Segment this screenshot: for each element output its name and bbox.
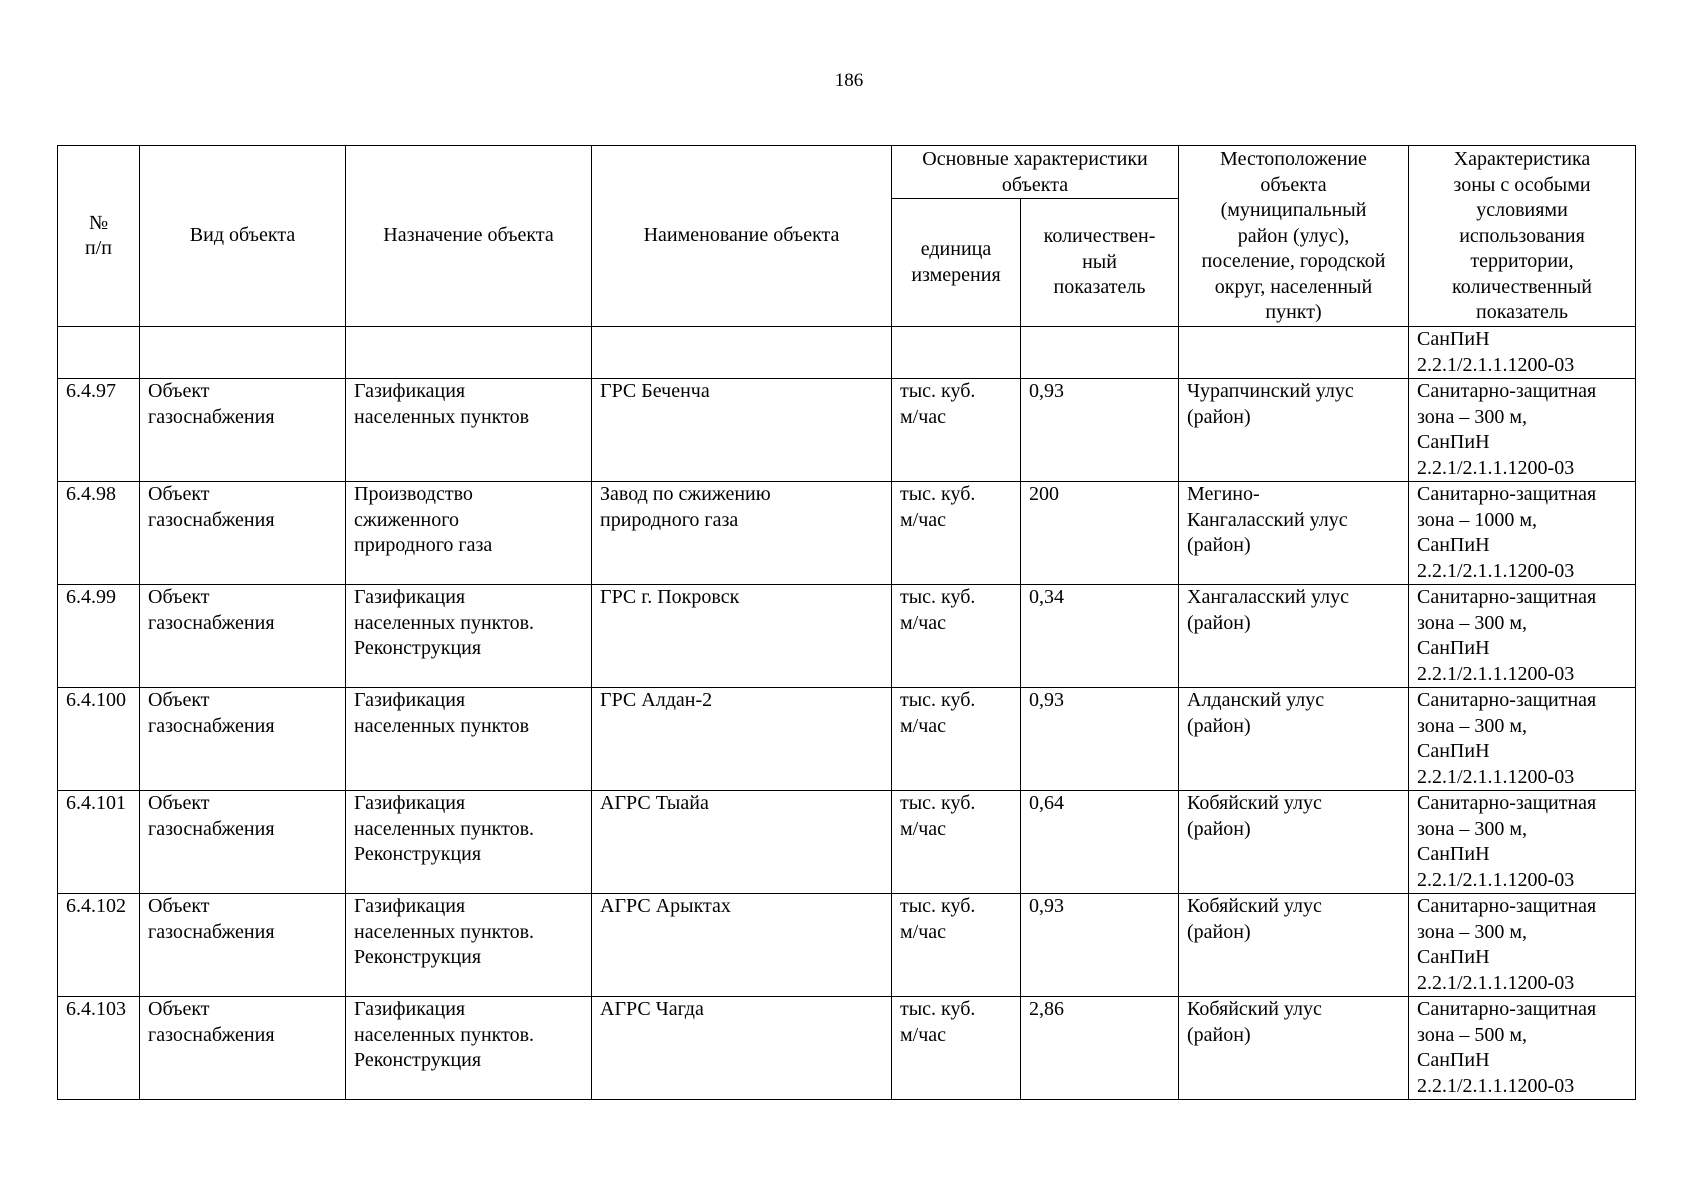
cell-purpose — [346, 894, 592, 997]
cell-name — [592, 327, 892, 379]
cell-zone — [1409, 327, 1636, 379]
cell-num — [58, 688, 140, 791]
cell-name — [592, 997, 892, 1100]
cell-unit-text: тыс. куб. м/час — [900, 483, 976, 531]
cell-kind-text: Объект газоснабжения — [148, 380, 275, 428]
cell-kind-text: Объект газоснабжения — [148, 792, 275, 840]
cell-zone-text: Санитарно-защитная зона – 300 м, СанПиН 2.2.1/2.1.1.1200-03 — [1417, 380, 1597, 479]
cell-name-text: АГРС Чагда — [600, 998, 704, 1020]
cell-num-text: 6.4.102 — [66, 895, 126, 917]
cell-quantity-text: 0,93 — [1029, 380, 1064, 402]
cell-zone — [1409, 894, 1636, 997]
cell-purpose-text: Производство сжиженного природного газа — [354, 483, 493, 556]
cell-location-text: Кобяйский улус (район) — [1187, 895, 1322, 943]
header-unit-label: единица измерения — [911, 238, 1001, 286]
cell-quantity — [1021, 585, 1179, 688]
cell-name-text: ГРС г. Покровск — [600, 586, 740, 608]
cell-purpose-text: Газификация населенных пунктов — [354, 380, 530, 428]
cell-name — [592, 585, 892, 688]
table-body — [58, 327, 1636, 1100]
cell-unit-text: тыс. куб. м/час — [900, 998, 976, 1046]
cell-zone — [1409, 482, 1636, 585]
cell-num-text: 6.4.100 — [66, 689, 126, 711]
cell-purpose-text: Газификация населенных пунктов. Реконструкция — [354, 586, 535, 659]
cell-name-text: Завод по сжижению природного газа — [600, 483, 771, 531]
header-purpose-label: Назначение объекта — [383, 224, 554, 247]
table-row — [58, 688, 1636, 791]
cell-kind — [140, 482, 346, 585]
header-location-label: Местоположение объекта (муниципальный район (улус), поселение, городской округ, населенный пункт) — [1201, 148, 1386, 323]
cell-name-text: АГРС Тыайа — [600, 792, 709, 814]
cell-num-text: 6.4.99 — [66, 586, 116, 608]
cell-zone-text: Санитарно-защитная зона – 300 м, СанПиН 2.2.1/2.1.1.1200-03 — [1417, 895, 1597, 994]
cell-zone-text: Санитарно-защитная зона – 300 м, СанПиН 2.2.1/2.1.1.1200-03 — [1417, 689, 1597, 788]
cell-quantity — [1021, 327, 1179, 379]
cell-quantity — [1021, 791, 1179, 894]
cell-kind-text: Объект газоснабжения — [148, 586, 275, 634]
cell-kind — [140, 379, 346, 482]
cell-quantity-text: 0,93 — [1029, 689, 1064, 711]
cell-purpose — [346, 327, 592, 379]
cell-quantity-text: 0,34 — [1029, 586, 1064, 608]
header-location — [1179, 146, 1409, 327]
table-header — [58, 146, 1636, 327]
cell-quantity — [1021, 894, 1179, 997]
continuation-row — [58, 327, 1636, 379]
cell-num — [58, 482, 140, 585]
cell-unit-text: тыс. куб. м/час — [900, 380, 976, 428]
cell-location-text: Мегино- Кангаласский улус (район) — [1187, 483, 1348, 556]
cell-kind-text: Объект газоснабжения — [148, 689, 275, 737]
cell-name — [592, 379, 892, 482]
cell-unit — [892, 791, 1021, 894]
cell-quantity-text: 200 — [1029, 483, 1059, 505]
cell-location — [1179, 894, 1409, 997]
cell-zone — [1409, 585, 1636, 688]
table-row — [58, 379, 1636, 482]
cell-unit-text: тыс. куб. м/час — [900, 586, 976, 634]
header-name — [592, 146, 892, 327]
cell-purpose-text: Газификация населенных пунктов. Реконструкция — [354, 792, 535, 865]
cell-quantity-text: 2,86 — [1029, 998, 1064, 1020]
cell-quantity — [1021, 482, 1179, 585]
header-purpose — [346, 146, 592, 327]
cell-kind — [140, 327, 346, 379]
header-zone-label: Характеристика зоны с особыми условиями использования территории, количественный показатель — [1452, 148, 1592, 323]
cell-zone-text: Санитарно-защитная зона – 300 м, СанПиН 2.2.1/2.1.1.1200-03 — [1417, 792, 1597, 891]
table-row — [58, 482, 1636, 585]
header-characteristics — [892, 146, 1179, 199]
cell-num — [58, 379, 140, 482]
cell-purpose-text: Газификация населенных пунктов. Реконструкция — [354, 998, 535, 1071]
cell-kind-text: Объект газоснабжения — [148, 483, 275, 531]
cell-purpose — [346, 482, 592, 585]
cell-zone-text: Санитарно-защитная зона – 500 м, СанПиН 2.2.1/2.1.1.1200-03 — [1417, 998, 1597, 1097]
cell-kind — [140, 585, 346, 688]
header-num — [58, 146, 140, 327]
cell-kind — [140, 894, 346, 997]
header-unit — [892, 199, 1021, 327]
cell-unit — [892, 379, 1021, 482]
cell-location — [1179, 379, 1409, 482]
cell-name-text: ГРС Беченча — [600, 380, 710, 402]
header-row — [58, 146, 1636, 199]
cell-location — [1179, 688, 1409, 791]
cell-num-text: 6.4.97 — [66, 380, 116, 402]
cell-location — [1179, 791, 1409, 894]
cell-zone-text: СанПиН 2.2.1/2.1.1.1200-03 — [1417, 328, 1575, 376]
cell-unit-text: тыс. куб. м/час — [900, 895, 976, 943]
table-row — [58, 894, 1636, 997]
cell-purpose-text: Газификация населенных пунктов — [354, 689, 530, 737]
cell-unit — [892, 894, 1021, 997]
cell-location-text: Чурапчинский улус (район) — [1187, 380, 1354, 428]
cell-num — [58, 894, 140, 997]
cell-kind — [140, 791, 346, 894]
cell-quantity — [1021, 379, 1179, 482]
cell-unit — [892, 688, 1021, 791]
cell-purpose — [346, 585, 592, 688]
table-row — [58, 791, 1636, 894]
cell-unit-text: тыс. куб. м/час — [900, 792, 976, 840]
cell-name-text: ГРС Алдан-2 — [600, 689, 713, 711]
cell-kind-text: Объект газоснабжения — [148, 895, 275, 943]
table-row — [58, 997, 1636, 1100]
cell-kind — [140, 997, 346, 1100]
cell-num — [58, 791, 140, 894]
table-row — [58, 585, 1636, 688]
cell-num-text: 6.4.98 — [66, 483, 116, 505]
cell-purpose-text: Газификация населенных пунктов. Реконструкция — [354, 895, 535, 968]
cell-purpose — [346, 688, 592, 791]
cell-quantity — [1021, 997, 1179, 1100]
header-characteristics-label: Основные характеристики объекта — [922, 148, 1148, 196]
cell-quantity-text: 0,93 — [1029, 895, 1064, 917]
cell-zone — [1409, 997, 1636, 1100]
cell-unit — [892, 585, 1021, 688]
cell-num-text: 6.4.101 — [66, 792, 126, 814]
cell-location-text: Кобяйский улус (район) — [1187, 998, 1322, 1046]
cell-zone — [1409, 791, 1636, 894]
cell-name — [592, 482, 892, 585]
header-num-label: № п/п — [85, 211, 112, 259]
cell-num — [58, 585, 140, 688]
cell-location — [1179, 585, 1409, 688]
cell-quantity — [1021, 688, 1179, 791]
cell-name — [592, 688, 892, 791]
header-quantity-label: количествен- ный показатель — [1043, 225, 1156, 299]
cell-purpose — [346, 997, 592, 1100]
cell-quantity-text: 0,64 — [1029, 792, 1064, 814]
cell-kind-text: Объект газоснабжения — [148, 998, 275, 1046]
cell-num-text: 6.4.103 — [66, 998, 126, 1020]
page-number: 186 — [834, 70, 864, 91]
cell-unit — [892, 997, 1021, 1100]
cell-zone-text: Санитарно-защитная зона – 300 м, СанПиН 2.2.1/2.1.1.1200-03 — [1417, 586, 1597, 685]
header-name-label: Наименование объекта — [643, 224, 840, 247]
cell-purpose — [346, 379, 592, 482]
cell-location-text: Кобяйский улус (район) — [1187, 792, 1322, 840]
cell-location — [1179, 482, 1409, 585]
header-kind — [140, 146, 346, 327]
cell-num — [58, 327, 140, 379]
cell-unit-text: тыс. куб. м/час — [900, 689, 976, 737]
cell-location-text: Хангаласский улус (район) — [1187, 586, 1349, 634]
cell-zone — [1409, 688, 1636, 791]
cell-num — [58, 997, 140, 1100]
cell-location-text: Алданский улус (район) — [1187, 689, 1325, 737]
cell-location — [1179, 327, 1409, 379]
cell-name — [592, 894, 892, 997]
header-kind-label: Вид объекта — [189, 224, 296, 247]
cell-name-text: АГРС Арыктах — [600, 895, 731, 917]
objects-table — [57, 145, 1636, 1100]
cell-name — [592, 791, 892, 894]
cell-zone-text: Санитарно-защитная зона – 1000 м, СанПиН 2.2.1/2.1.1.1200-03 — [1417, 483, 1597, 582]
cell-purpose — [346, 791, 592, 894]
header-zone — [1409, 146, 1636, 327]
cell-kind — [140, 688, 346, 791]
cell-zone — [1409, 379, 1636, 482]
header-quantity — [1021, 199, 1179, 327]
cell-unit — [892, 482, 1021, 585]
cell-unit — [892, 327, 1021, 379]
cell-location — [1179, 997, 1409, 1100]
